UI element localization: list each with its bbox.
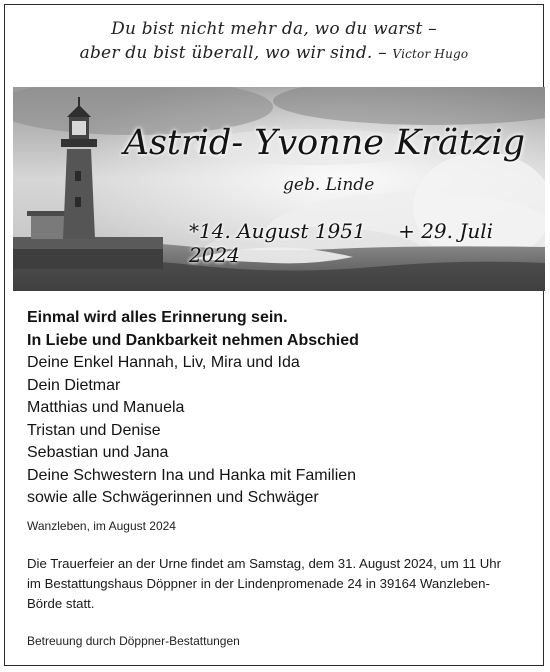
quote-author: Victor Hugo bbox=[392, 47, 469, 61]
funeral-care-note: Betreuung durch Döppner-Bestattungen bbox=[27, 634, 240, 648]
mourners-block bbox=[27, 307, 537, 510]
quote-line-2-text: aber du bist überall, wo wir sind. – bbox=[79, 43, 387, 63]
ceremony-line-3: Börde statt. bbox=[27, 596, 95, 611]
intro-line-1: Einmal wird alles Erinnerung sein. bbox=[27, 309, 288, 326]
mourner-line: Dein Dietmar bbox=[27, 376, 121, 394]
mourner-line: Tristan und Denise bbox=[27, 421, 161, 439]
quote-line-2 bbox=[5, 41, 543, 66]
death-date: + 29. Juli 2024 bbox=[189, 219, 494, 267]
birth-date: *14. August 1951 bbox=[189, 219, 366, 243]
mourner-line: Deine Schwestern Ina und Hanka mit Familien bbox=[27, 466, 357, 484]
birth-name: geb. Linde bbox=[283, 175, 375, 195]
mourner-line: Matthias und Manuela bbox=[27, 399, 185, 416]
mourner-line: sowie alle Schwägerinnen und Schwäger bbox=[27, 489, 319, 506]
obituary-notice bbox=[4, 4, 544, 666]
memorial-banner bbox=[13, 87, 545, 291]
mourner-line: Sebastian und Jana bbox=[27, 444, 169, 461]
place-date: Wanzleben, im August 2024 bbox=[27, 519, 176, 533]
ceremony-info bbox=[27, 554, 539, 614]
ceremony-line-1: Die Trauerfeier an der Urne findet am Samstag, dem 31. August 2024, um 11 Uhr bbox=[27, 556, 502, 571]
ceremony-line-2: im Bestattungshaus Döppner in der Lindenpromenade 24 in 39164 Wanzleben- bbox=[27, 576, 490, 591]
life-dates bbox=[189, 219, 545, 267]
mourner-line: Deine Enkel Hannah, Liv, Mira und Ida bbox=[27, 354, 300, 371]
deceased-name: Astrid- Yvonne Krätzig bbox=[123, 123, 525, 163]
intro-line-2: In Liebe und Dankbarkeit nehmen Abschied bbox=[27, 331, 359, 349]
quote-line-1: Du bist nicht mehr da, wo du warst – bbox=[111, 19, 437, 39]
quote-block bbox=[5, 17, 543, 66]
